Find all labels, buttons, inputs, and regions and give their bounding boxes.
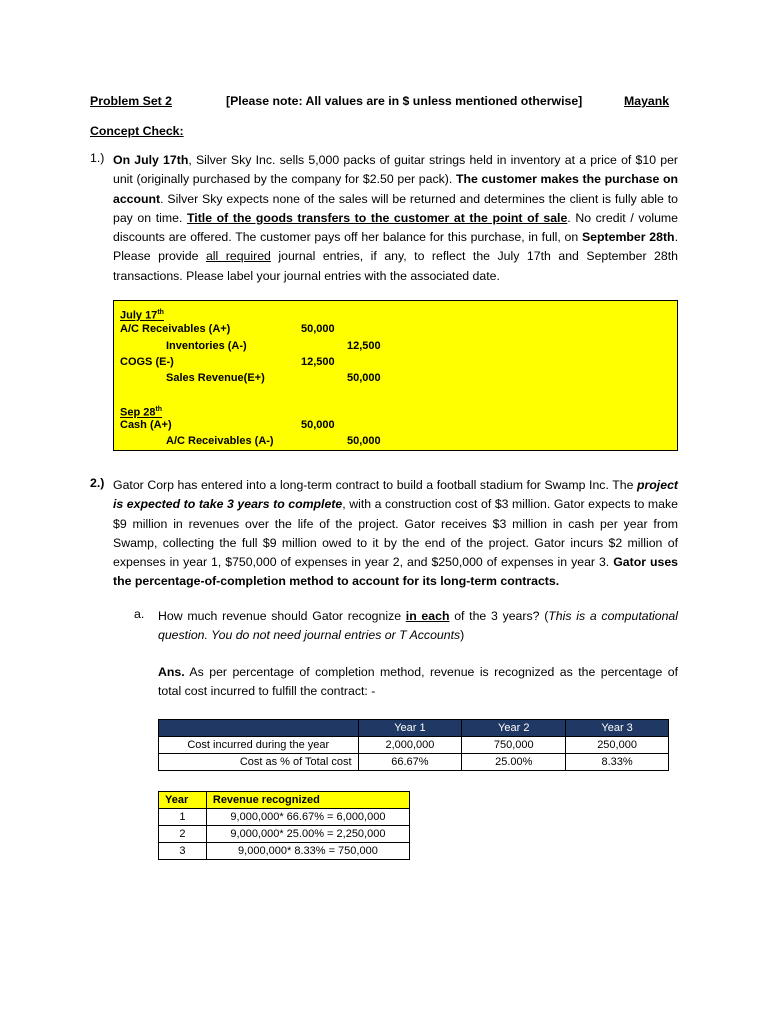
journal-debit: 50,000	[301, 419, 335, 431]
table-cell: 25.00%	[462, 754, 566, 771]
table-row	[159, 754, 669, 771]
table-row	[159, 826, 410, 843]
q1-text: On July 17th, Silver Sky Inc. sells 5,000 packs of guitar strings held in inventory at a price of $10 per unit (originally purchased by the company for $2.50 per pack). The customer makes the purchase on account. Silver Sky expects none of the sales will be returned and determines the client is fully able to pay on time. Title of the goods transfers to the customer at the point of sale. No credit / volume discounts are offered. The customer pays off her balance for this purchase, in full, on September 28th. Please provide all required journal entries, if any, to reflect the July 17th and September 28th transactions. Please label your journal entries with the associated date.	[113, 153, 679, 283]
table-header-cell	[159, 720, 359, 737]
table-header-cell: Year	[159, 792, 207, 809]
journal-credit: 50,000	[347, 372, 381, 384]
journal-account: Sales Revenue(E+)	[166, 372, 265, 384]
problem-set-title: Problem Set 2	[90, 94, 173, 108]
values-note: [Please note: All values are in $ unless mentioned otherwise]	[226, 94, 583, 108]
table-cell: 66.67%	[358, 754, 462, 771]
journal-date-sep: Sep 28th	[120, 406, 163, 419]
journal-debit: 50,000	[301, 323, 335, 335]
table-cell: Cost as % of Total cost	[159, 754, 359, 771]
q2-text: Gator Corp has entered into a long-term contract to build a football stadium for Swamp Inc. The project is expected to take 3 years to complete, with a construction cost of $3 million. Gator expects to make $9 million in revenues over the life of the project. Gator receives $3 million in cash per year from Swamp, collecting the full $9 million owed to it by the end of the project. Gator incurs $2 million of expenses in year 1, $750,000 of expenses in year 2, and $250,000 of expenses in year 3. Gator uses the percentage-of-completion method to account for its long-term contracts.	[113, 478, 678, 589]
table-cell: 2,000,000	[358, 737, 462, 754]
journal-account: Cash (A+)	[120, 419, 172, 431]
journal-account: COGS (E-)	[120, 356, 174, 368]
q2-number: 2.)	[90, 476, 105, 490]
journal-credit: 50,000	[347, 435, 381, 447]
table-cell: 1	[159, 809, 207, 826]
journal-account: A/C Receivables (A+)	[120, 323, 231, 335]
table-cell: 3	[159, 843, 207, 860]
table-header-cell: Year 2	[462, 720, 566, 737]
table-header-row	[159, 720, 669, 737]
table-cell: 2	[159, 826, 207, 843]
table-cell: 9,000,000* 8.33% = 750,000	[206, 843, 409, 860]
concept-check-heading: Concept Check:	[90, 124, 184, 138]
table-row	[159, 809, 410, 826]
table-header-cell: Revenue recognized	[206, 792, 409, 809]
q1-date: On July 17th	[113, 153, 189, 167]
author-name: Mayank	[624, 94, 670, 108]
table-header-cell: Year 1	[358, 720, 462, 737]
table-cell: 750,000	[462, 737, 566, 754]
table-row	[159, 843, 410, 860]
cost-table	[158, 719, 669, 771]
table-cell: Cost incurred during the year	[159, 737, 359, 754]
table-cell: 9,000,000* 66.67% = 6,000,000	[206, 809, 409, 826]
part-a-label: a.	[134, 607, 145, 621]
q1-number: 1.)	[90, 151, 105, 165]
table-header-row	[159, 792, 410, 809]
revenue-table	[158, 791, 410, 860]
journal-date-july: July 17th	[120, 309, 164, 322]
journal-account: A/C Receivables (A-)	[166, 435, 274, 447]
journal-entries-box	[113, 300, 678, 451]
journal-debit: 12,500	[301, 356, 335, 368]
journal-account: Inventories (A-)	[166, 340, 247, 352]
journal-credit: 12,500	[347, 340, 381, 352]
table-cell: 9,000,000* 25.00% = 2,250,000	[206, 826, 409, 843]
table-header-cell: Year 3	[566, 720, 669, 737]
answer-text: Ans. As per percentage of completion method, revenue is recognized as the percentage of total cost incurred to fulfill the contract: -	[158, 665, 678, 699]
table-cell: 250,000	[566, 737, 669, 754]
part-a-question: How much revenue should Gator recognize in each of the 3 years? (This is a computational question. You do not need journal entries or T Accounts)	[158, 609, 678, 643]
table-row	[159, 737, 669, 754]
table-cell: 8.33%	[566, 754, 669, 771]
